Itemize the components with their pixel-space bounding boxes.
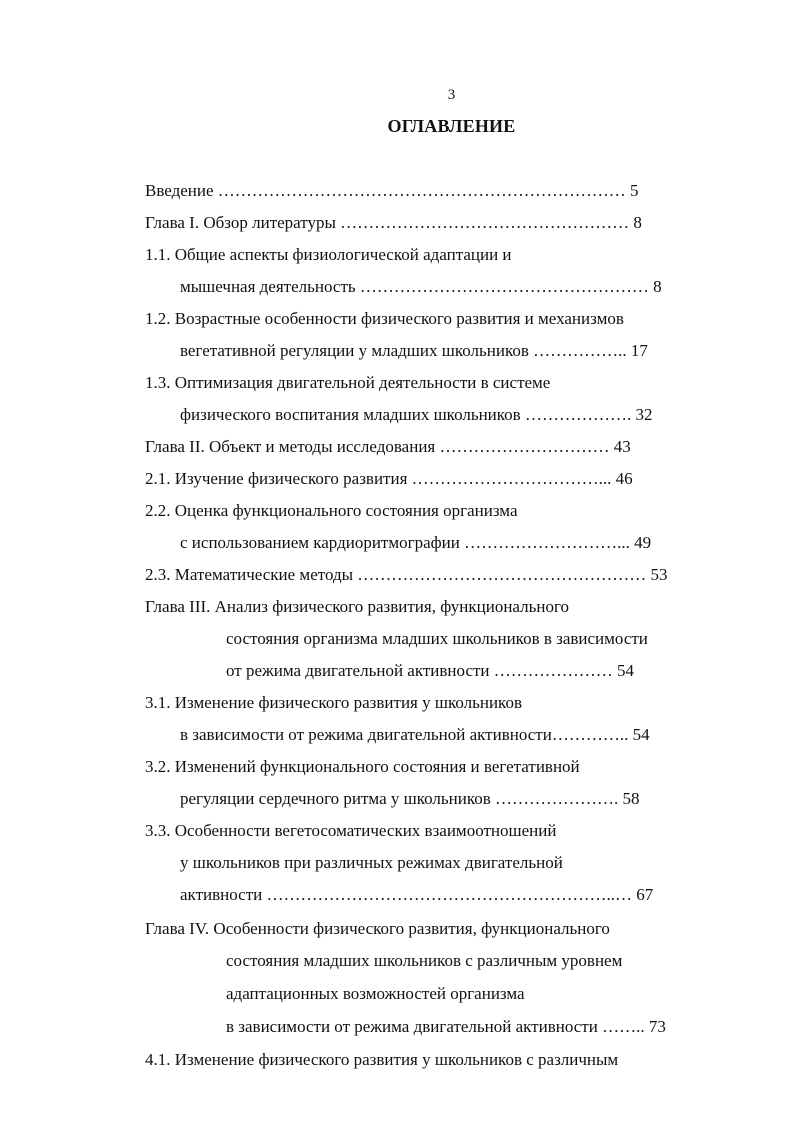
toc-entry-3-2-cont: регуляции сердечного ритма у школьников …………………. 58 xyxy=(180,789,640,808)
page-number: 3 xyxy=(447,87,456,103)
toc-entry-chapter-4: Глава IV. Особенности физического развития, функционального xyxy=(145,919,610,938)
toc-entry-chapter-4-cont-2: адаптационных возможностей организма xyxy=(226,984,525,1003)
toc-entry-chapter-3-cont-1: состояния организма младших школьников в зависимости xyxy=(226,629,648,648)
toc-entry-chapter-2: Глава II. Объект и методы исследования ………………………… 43 xyxy=(145,437,631,456)
toc-entry-1-3-cont: физического воспитания младших школьников ………………. 32 xyxy=(180,405,653,424)
toc-entry-1-1-cont: мышечная деятельность …………………………………………… 8 xyxy=(180,277,662,296)
toc-entry-3-1-cont: в зависимости от режима двигательной активности………….. 54 xyxy=(180,725,650,744)
toc-entry-1-2: 1.2. Возрастные особенности физического развития и механизмов xyxy=(145,309,624,328)
toc-entry-chapter-3-cont-2: от режима двигательной активности ………………… 54 xyxy=(226,661,635,680)
toc-entry-chapter-4-cont-3: в зависимости от режима двигательной активности …….. 73 xyxy=(226,1017,666,1036)
toc-entry-chapter-4-cont-1: состояния младших школьников с различным уровнем xyxy=(226,951,623,970)
toc-entry-1-2-cont: вегетативной регуляции у младших школьников …………….. 17 xyxy=(180,341,648,360)
toc-entry-2-1: 2.1. Изучение физического развития ……………………………... 46 xyxy=(145,469,633,488)
toc-entry-3-1: 3.1. Изменение физического развития у школьников xyxy=(145,693,522,712)
toc-entry-introduction: Введение ……………………………………………………………… 5 xyxy=(145,181,639,200)
toc-entry-2-3: 2.3. Математические методы …………………………………………… 53 xyxy=(145,565,668,584)
toc-entry-2-2: 2.2. Оценка функционального состояния организма xyxy=(145,501,518,520)
toc-entry-3-2: 3.2. Изменений функционального состояния и вегетативной xyxy=(145,757,580,776)
toc-entry-1-3: 1.3. Оптимизация двигательной деятельности в системе xyxy=(145,373,551,392)
toc-entry-3-3-cont-1: у школьников при различных режимах двигательной xyxy=(180,853,563,872)
toc-entry-1-1: 1.1. Общие аспекты физиологической адаптации и xyxy=(145,245,512,264)
toc-entry-3-3: 3.3. Особенности вегетосоматических взаимоотношений xyxy=(145,821,557,840)
toc-entry-4-1: 4.1. Изменение физического развития у школьников с различным xyxy=(145,1050,619,1069)
toc-entry-chapter-3: Глава III. Анализ физического развития, функционального xyxy=(145,597,570,616)
toc-entry-chapter-1: Глава I. Обзор литературы …………………………………………… 8 xyxy=(145,213,642,232)
toc-entry-3-3-cont-2: активности ……………………………………………………..… 67 xyxy=(180,885,654,904)
toc-entry-2-2-cont: с использованием кардиоритмографии ………………………... 49 xyxy=(180,533,652,552)
page-title: ОГЛАВЛЕНИЕ xyxy=(387,116,516,136)
